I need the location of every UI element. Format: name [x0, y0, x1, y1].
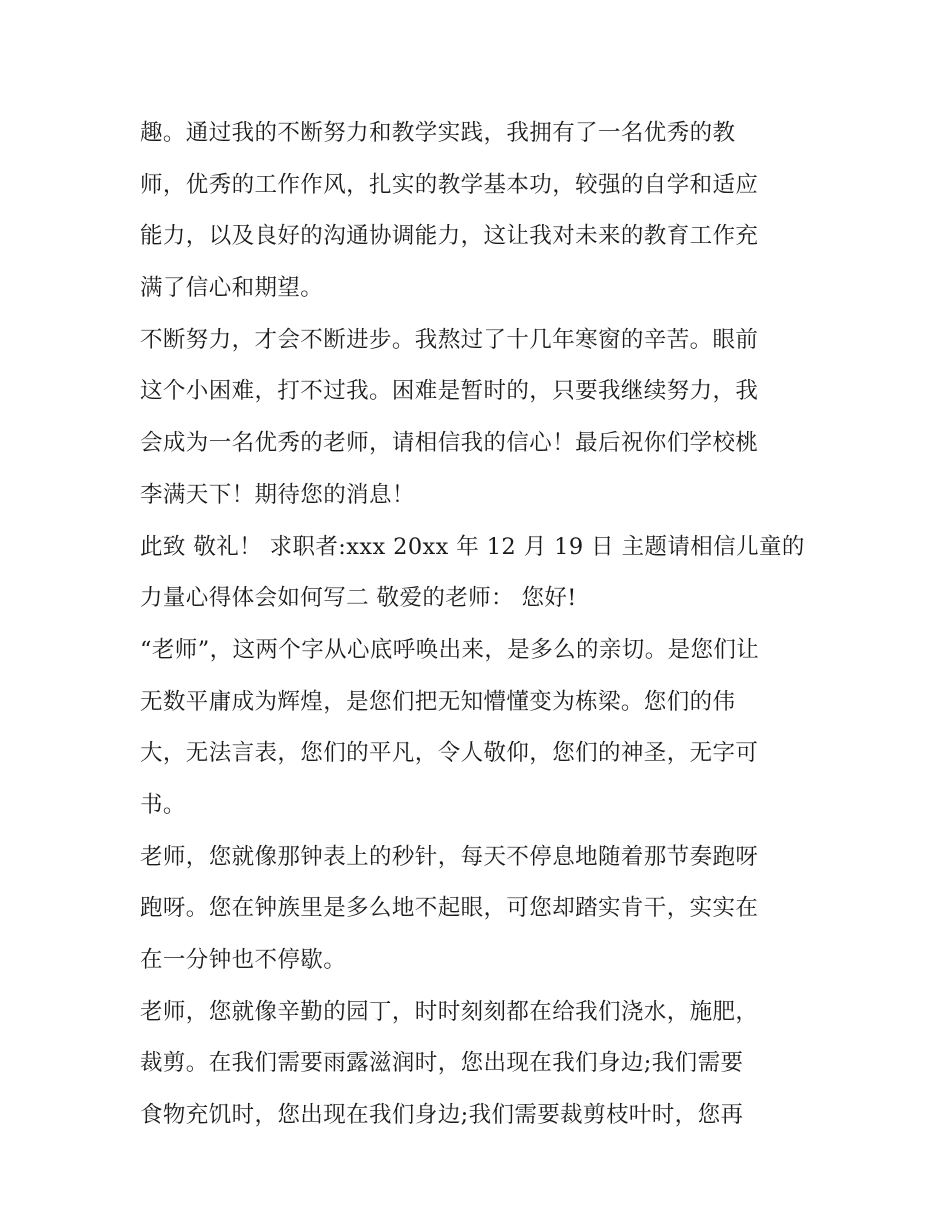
text-line: 师，优秀的工作作风，扎实的教学基本功，较强的自学和适应: [140, 171, 759, 198]
document-body: [140, 108, 812, 1142]
text-line: 裁剪。在我们需要雨露滋润时，您出现在我们身边;我们需要: [140, 1050, 744, 1077]
text-line: 李满天下！期待您的消息！: [140, 481, 415, 508]
text-line: 会成为一名优秀的老师，请相信我的信心！最后祝你们学校桃: [140, 430, 759, 457]
text-line: 老师，您就像辛勤的园丁，时时刻刻都在给我们浇水，施肥，: [140, 998, 759, 1025]
text-line: 此致 敬礼！ 求职者:xxx 20xx 年 12 月 19 日 主题请相信儿童的: [140, 533, 805, 560]
paragraph-6: [140, 987, 812, 1142]
text-line: 趣。通过我的不断努力和教学实践，我拥有了一名优秀的教: [140, 120, 736, 146]
text-line: 这个小困难，打不过我。困难是暂时的，只要我继续努力，我: [140, 378, 759, 405]
paragraph-1: [140, 108, 812, 315]
paragraph-2: [140, 315, 812, 522]
text-line: 在一分钟也不停歇。: [140, 947, 347, 973]
text-line: 能力，以及良好的沟通协调能力，这让我对未来的教育工作充: [140, 223, 759, 250]
text-line: 力量心得体会如何写二 敬爱的老师： 您好!: [140, 585, 577, 612]
text-line: 书。: [140, 791, 186, 818]
paragraph-5: [140, 832, 812, 987]
text-line: 大，无法言表，您们的平凡，令人敬仰，您们的神圣，无字可: [140, 740, 759, 767]
paragraph-3: [140, 522, 812, 625]
text-line: “老师”，这两个字从心底呼唤出来，是多么的亲切。是您们让: [140, 636, 760, 663]
text-line: 满了信心和期望。: [140, 275, 324, 302]
text-line: 跑呀。您在钟族里是多么地不起眼，可您却踏实肯干，实实在: [140, 895, 759, 922]
text-line: 老师，您就像那钟表上的秒针，每天不停息地随着那节奏跑呀: [140, 843, 759, 870]
text-line: 食物充饥时，您出现在我们身边;我们需要裁剪枝叶时，您再: [140, 1102, 744, 1129]
paragraph-4: [140, 625, 812, 832]
text-line: 无数平庸成为辉煌，是您们把无知懵懂变为栋梁。您们的伟: [140, 688, 736, 715]
text-line: 不断努力，才会不断进步。我熬过了十几年寒窗的辛苦。眼前: [140, 326, 759, 353]
